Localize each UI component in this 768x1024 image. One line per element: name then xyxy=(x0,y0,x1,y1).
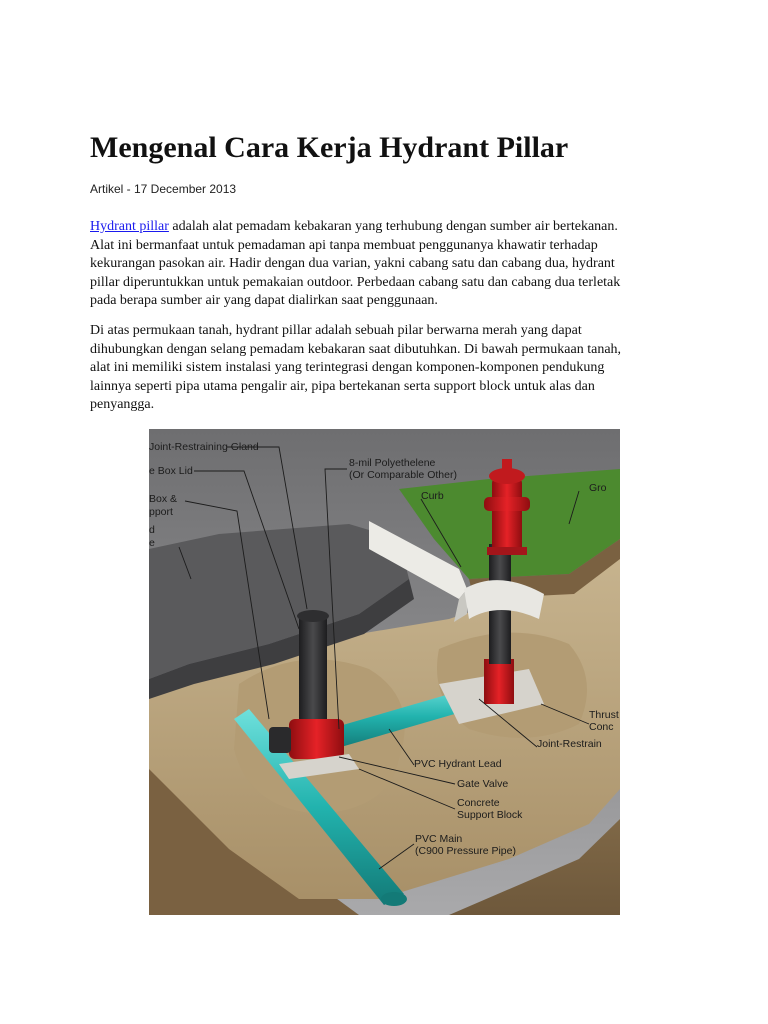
valve-box-lid xyxy=(297,610,329,622)
paragraph-2-line-3: alat ini memiliki sistem instalasi yang terintegrasi dengan komponen-komponen pendukung xyxy=(90,360,605,376)
label-lead-1: d xyxy=(149,524,155,536)
hydrant-diagram xyxy=(149,429,620,915)
hydrant-nozzles xyxy=(484,497,530,511)
hydrant-barrel xyxy=(492,479,522,554)
label-concrete-1: Concrete xyxy=(457,797,500,809)
article-title: Mengenal Cara Kerja Hydrant Pillar xyxy=(90,131,569,164)
paragraph-1-line-5: pada berapa sumber air yang dapat dialirkan saat penggunaan. xyxy=(90,293,438,309)
label-joint-restraining-gland: Joint-Restraining Gland xyxy=(149,441,259,453)
label-polyethelene-2: (Or Comparable Other) xyxy=(349,469,457,481)
paragraph-2-line-1: Di atas permukaan tanah, hydrant pillar adalah sebuah pilar berwarna merah yang dapat xyxy=(90,323,582,338)
paragraph-1-line-4: pillar diperuntukkan untuk pemakaian outdoor. Perbedaan cabang satu dan cabang dua terletak xyxy=(90,274,621,290)
label-curb: Curb xyxy=(421,490,444,502)
label-pvc-main-2: (C900 Pressure Pipe) xyxy=(415,845,516,857)
label-joint-restraining-right: Joint-Restrain xyxy=(537,738,602,750)
paragraph-2-line-5: penyangga. xyxy=(90,397,155,413)
label-box-support-1: Box & xyxy=(149,493,178,505)
label-lead-2: e xyxy=(149,537,155,549)
label-polyethelene-1: 8-mil Polyethelene xyxy=(349,457,436,469)
hydrant-elbow xyxy=(484,659,514,704)
paragraph-1-line-1-text: adalah alat pemadam kebakaran yang terhubung dengan sumber air bertekanan. xyxy=(168,219,618,234)
article-meta: Artikel - 17 December 2013 xyxy=(90,182,237,196)
hydrant-pillar-link[interactable]: Hydrant pillar xyxy=(90,219,169,234)
hydrant-diagram-figure xyxy=(149,429,620,915)
paragraph-1-line-3: kekurangan pasokan air. Hadir dengan dua varian, yakni cabang satu dan cabang dua, hydrant xyxy=(90,256,615,272)
gate-valve-joint xyxy=(269,727,291,753)
label-pvc-main-1: PVC Main xyxy=(415,833,463,845)
paragraph-1 xyxy=(90,218,690,311)
label-thrust-1: Thrust xyxy=(589,709,619,721)
pvc-main-pipe-end xyxy=(381,892,407,906)
paragraph-2 xyxy=(90,322,690,415)
label-thrust-2: Conc xyxy=(589,721,614,733)
label-pvc-hydrant-lead: PVC Hydrant Lead xyxy=(414,758,502,770)
paragraph-1-line-1 xyxy=(90,218,690,237)
label-concrete-2: Support Block xyxy=(457,809,523,821)
gate-valve-body xyxy=(289,719,344,759)
hydrant-cap xyxy=(502,459,512,471)
paragraph-2-line-4: lainnya seperti pipa utama pengalir air, pipa bertekanan serta support block untuk alas dan xyxy=(90,378,595,394)
label-box-support-2: pport xyxy=(149,506,173,518)
valve-box-riser xyxy=(299,614,327,719)
label-box-lid: e Box Lid xyxy=(149,465,193,477)
paragraph-1-line-2: Alat ini bermanfaat untuk pemadaman api tanpa membuat penggunanya khawatir terhadap xyxy=(90,237,598,253)
label-ground: Gro xyxy=(589,482,607,494)
label-gate-valve: Gate Valve xyxy=(457,778,509,790)
paragraph-2-line-2: dihubungkan dengan selang pemadam kebakaran saat dibutuhkan. Di bawah permukaan tanah, xyxy=(90,341,622,357)
hydrant-flange xyxy=(487,547,527,555)
